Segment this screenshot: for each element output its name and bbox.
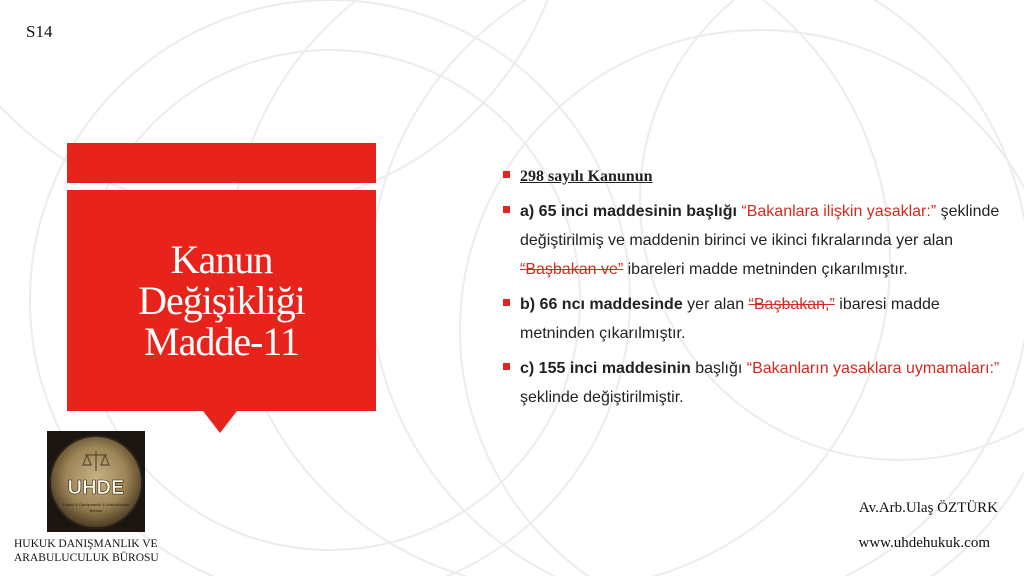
list-item-c: [500, 354, 1000, 412]
bullet-icon: [503, 171, 510, 178]
firm-name-line-1: HUKUK DANIŞMANLIK VE: [14, 538, 158, 550]
slide-title: [138, 239, 305, 362]
item-a-text-2: ibareleri madde metninden çıkarılmıştır.: [627, 261, 908, 278]
title-line-3: Madde-11: [144, 319, 299, 364]
item-a-text-1: şeklinde değiştirilmiş ve maddenin birinci ve ikinci fıkralarında yer alan: [520, 203, 1000, 249]
title-line-2: Değişikliği: [138, 278, 305, 323]
title-panel-pointer: [203, 411, 237, 433]
item-c-text-1: başlığı: [695, 360, 743, 377]
slide-number: S14: [26, 22, 53, 41]
item-a-quote: “Bakanlara ilişkin yasaklar:”: [741, 203, 937, 220]
list-item-heading: [500, 162, 1000, 191]
firm-name-line-2: ARABULUCULUK BÜROSU: [14, 552, 159, 564]
bullet-icon: [503, 299, 510, 306]
svg-text:UHDE: UHDE: [67, 477, 125, 499]
item-b-text-1: yer alan: [687, 296, 745, 313]
title-panel: [67, 190, 376, 411]
item-b-text-2: ibaresi madde metninden çıkarılmıştır.: [520, 296, 940, 342]
item-c-quote: “Bakanların yasaklara uymamaları:”: [746, 360, 1000, 377]
item-b-struck-phrase: “Başbakan,”: [748, 296, 835, 313]
bullet-icon: [503, 206, 510, 213]
uhde-logo: [47, 431, 145, 532]
item-b-label: b) 66 ncı maddesinde: [520, 296, 683, 313]
title-line-1: Kanun: [170, 237, 273, 282]
item-a-label: a) 65 inci maddesinin başlığı: [520, 203, 737, 220]
item-c-label: c) 155 inci maddesinin: [520, 360, 691, 377]
svg-text:Hukuk & Danışmanlık & Arabuluc: Hukuk & Danışmanlık & Arabuluculuk: [62, 502, 130, 507]
website-link[interactable]: www.uhdehukuk.com: [858, 535, 990, 551]
law-heading: 298 sayılı Kanunun: [520, 168, 653, 185]
author-name: Av.Arb.Ulaş ÖZTÜRK: [858, 500, 998, 516]
bullet-icon: [503, 363, 510, 370]
item-c-text-2: şeklinde değiştirilmiştir.: [520, 389, 684, 406]
list-item-a: [500, 197, 1000, 284]
svg-text:Bürosu: Bürosu: [89, 508, 103, 513]
title-accent-bar: [67, 143, 376, 183]
list-item-b: [500, 290, 1000, 348]
item-a-struck-phrase: “Başbakan ve”: [520, 261, 624, 278]
firm-name: [14, 537, 159, 565]
content-list: [500, 162, 1000, 418]
